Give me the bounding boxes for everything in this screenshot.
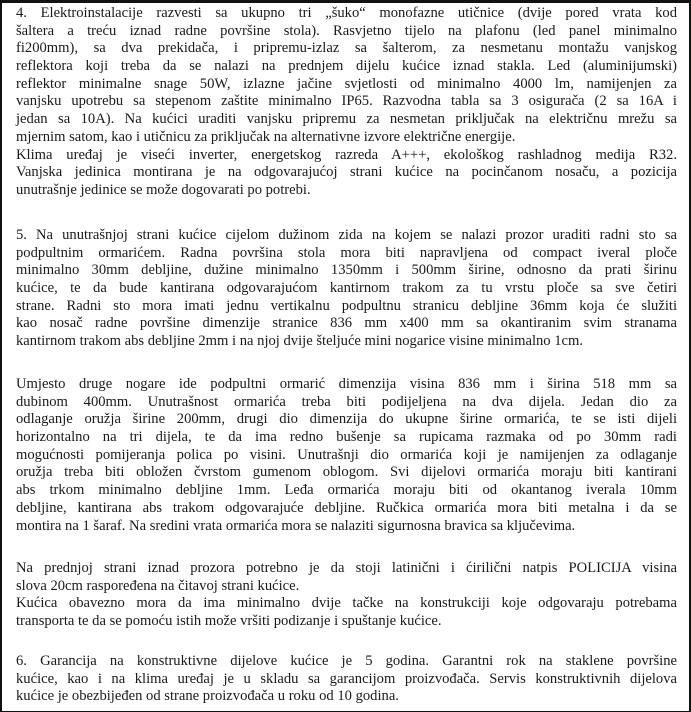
text-line: debljine, kantirana abs trakom odgovarajuće debljine. Ručkica ormarića mora biti metalna i da se xyxy=(16,499,677,516)
text-line: kućice, te da bude kantirana odgovarajućom kantirnom trakom za tu vrstu ploče sa sve četiri xyxy=(16,280,677,297)
text-line: šaltera a treću iznad radne površine stola). Rasvjetno tijelo na plafonu (led panel minimalno xyxy=(16,22,677,39)
text-line: vanjsku upotrebu sa stepenom zaštite minimalno IP65. Razvodna tabla sa 3 osigurača (2 sa 16A i xyxy=(16,93,677,110)
text-line: oružja treba biti obložen čvrstom gumenom oblogom. Svi dijelovi ormarića moraju biti kantirani xyxy=(16,464,677,481)
text-line: transporta te da se pomoću istih može vršiti podizanje i spuštanje kućice. xyxy=(16,613,442,630)
text-line: montira na 1 šaraf. Na sredini vrata ormarića mora se nalaziti sigurnosna bravica sa ključevima. xyxy=(16,517,576,534)
text-line: strane. Radni sto mora imati jednu vertikalnu podpultnu stranicu debljine 36mm koja će služiti xyxy=(16,297,677,314)
text-line: reflektor minimalne snage 50W, izlazne jačine svjetlosti od minimalno 4000 lm, namijenjen za xyxy=(16,75,677,92)
text-line: Kućica obavezno mora da ima minimalno dvije tačke na konstrukciji koje odgovaraju potrebama xyxy=(16,595,677,612)
text-line: kućice je obezbijeđen od strane proizvođača u roku od 10 godina. xyxy=(16,688,399,705)
text-line: horizontalno na tri dijela, te da ima redno bušenje sa rupicama razmaka od po 30mm radi xyxy=(16,429,677,446)
text-line: slova 20cm raspoređena na čitavoj strani kućice. xyxy=(16,577,300,594)
text-line: dubinom 400mm. Unutrašnost ormarića treba biti podijeljena na dva dijela. Jedan dio za xyxy=(16,393,677,410)
text-line: kao nosač radne površine dimenzije stranice 836 mm x400 mm sa okantiranim svim stranama xyxy=(16,315,677,332)
text-line: mogućnosti pomijeranja polica po visini. Unutrašnji dio ormarića koji je namijenjen za odlaganje xyxy=(16,446,677,463)
text-line: kantirnom trakom abs debljine 2mm i na njoj dvije šteljuće mini nogarice visine minimalno 1cm. xyxy=(16,333,584,350)
text-line: Vanjska jedinica montirana je na odgovarajućoj strani kućice na pocinčanom nosaču, a pozicija xyxy=(16,164,677,181)
text-line: unutrašnje jedinice se može dogovarati po potrebi. xyxy=(16,181,311,198)
text-line: 4. Elektroinstalacije razvesti sa ukupno tri „šuko“ monofazne utičnice (dvije pored vrata kod xyxy=(16,5,677,21)
text-line: kućice, kao i na klima uređaj je u skladu sa garancijom proizvođača. Servis konstruktivnih dijelova xyxy=(16,670,677,687)
text-line: Na prednjoj strani iznad prozora potrebno je da stoji latinični i ćirilični natpis POLICIJA visina xyxy=(16,560,677,576)
paragraph-sign-transport xyxy=(16,560,677,631)
text-line: jedan sa 10A). Na kućici uraditi vanjsku pripremu za nesmetan priključak na električnu mrežu sa xyxy=(16,111,677,128)
text-line: mjernim satom, kao i utičnicu za priključak na alternativne izvore električne energije. xyxy=(16,128,516,145)
paragraph-section-5 xyxy=(16,227,677,351)
text-line: minimalno 30mm debljine, dužine minimalno 1350mm i 500mm širine, odnosno da prati širinu xyxy=(16,262,677,279)
paragraph-section-6 xyxy=(16,653,677,706)
text-line: abs trkom minimalno debljine 1mm. Leđa ormarića moraju biti od okantanog iverala 10mm xyxy=(16,482,677,499)
text-line: Umjesto druge nogare ide podpultni ormarić dimenzija visina 836 mm i širina 518 mm sa xyxy=(16,376,677,392)
text-line: 5. Na unutrašnjoj strani kućice cijelom dužinom zida na kojem se nalazi prozor uraditi radni sto sa xyxy=(16,227,677,243)
text-line: reflektora koji treba da se nalazi na prednjem dijelu kućice iznad stakla. Led (aluminijumski) xyxy=(16,58,677,75)
text-line: 6. Garancija na konstruktivne dijelove kućice je 5 godina. Garantni rok na staklene površine xyxy=(16,653,677,669)
text-line: podpultnim ormarićem. Radna površina stola mora biti napravljena od compact iveral ploče xyxy=(16,244,677,261)
text-line: odlaganje oružja širine 200mm, drugi dio dimenzija do ukupne širine ormarića, te se isti dijeli xyxy=(16,411,677,428)
paragraph-section-4 xyxy=(16,5,677,200)
text-line: fi200mm), sa dva prekidača, i pripremu-izlaz sa šalterom, za nesmetanu montažu vanjskog xyxy=(16,40,677,57)
text-line: Klima uređaj je viseći inverter, energetskog razreda A+++, ekološkog rashladnog medija R32. xyxy=(16,146,677,163)
paragraph-cabinet xyxy=(16,376,677,535)
